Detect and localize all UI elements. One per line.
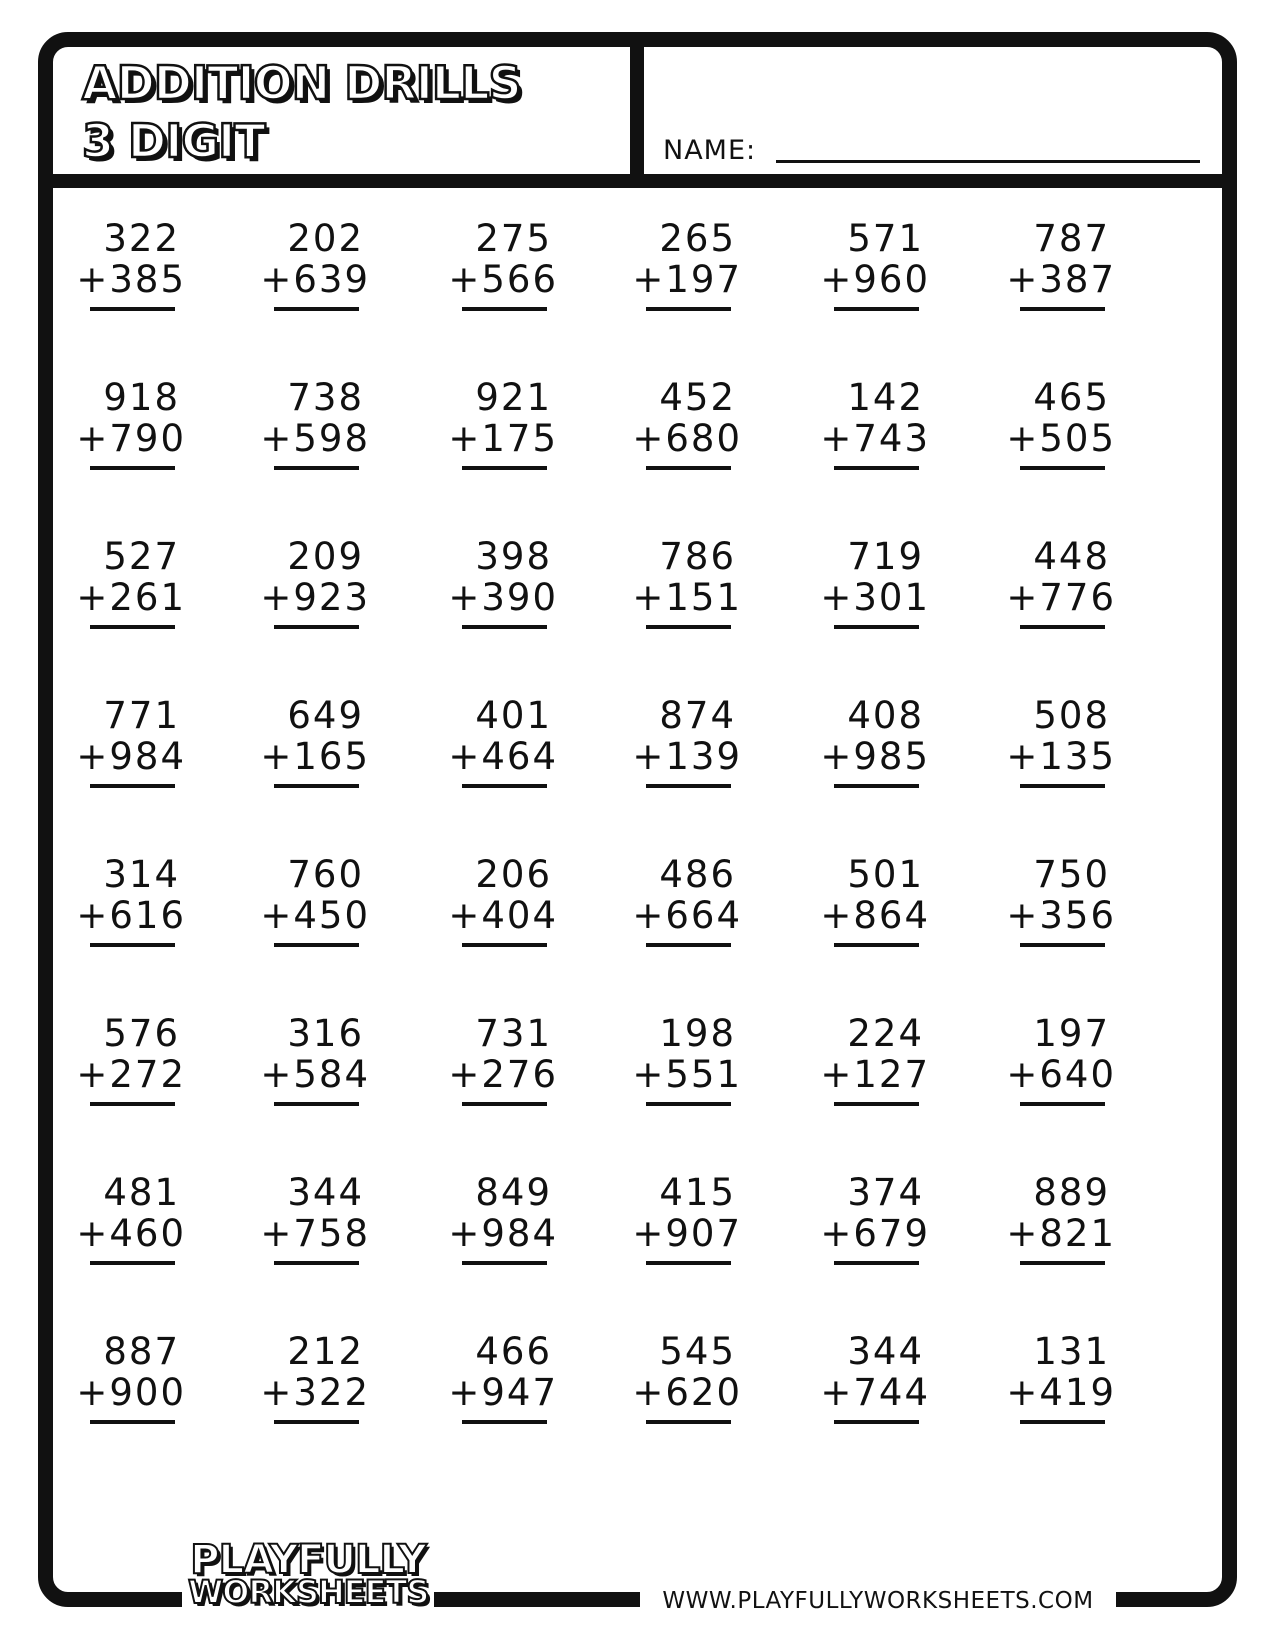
addend-top: 314 xyxy=(103,853,180,896)
addend-top: 209 xyxy=(287,535,364,578)
addend-top: 874 xyxy=(659,694,736,737)
addition-problem xyxy=(820,217,930,320)
addend-top: 322 xyxy=(103,217,180,260)
addend-bottom: +127 xyxy=(820,1053,930,1096)
addend-top: 398 xyxy=(475,535,552,578)
addition-problem xyxy=(1006,217,1116,320)
answer-line[interactable] xyxy=(90,625,175,629)
answer-line[interactable] xyxy=(274,307,359,311)
addition-problem xyxy=(632,694,742,797)
answer-line[interactable] xyxy=(646,307,731,311)
addition-problem xyxy=(260,1330,370,1433)
addend-bottom: +664 xyxy=(632,894,742,937)
addend-top: 921 xyxy=(475,376,552,419)
answer-line[interactable] xyxy=(274,1261,359,1265)
addend-bottom: +261 xyxy=(76,576,186,619)
addition-problem xyxy=(448,1330,558,1433)
answer-line[interactable] xyxy=(274,1420,359,1424)
addend-top: 206 xyxy=(475,853,552,896)
addend-bottom: +776 xyxy=(1006,576,1116,619)
addend-bottom: +984 xyxy=(448,1212,558,1255)
addend-bottom: +620 xyxy=(632,1371,742,1414)
addend-bottom: +821 xyxy=(1006,1212,1116,1255)
addition-problem xyxy=(260,217,370,320)
addition-problem xyxy=(448,694,558,797)
addend-top: 197 xyxy=(1033,1012,1110,1055)
addend-bottom: +387 xyxy=(1006,258,1116,301)
answer-line[interactable] xyxy=(646,1420,731,1424)
answer-line[interactable] xyxy=(1020,625,1105,629)
addend-bottom: +151 xyxy=(632,576,742,619)
addition-problem xyxy=(448,217,558,320)
addend-bottom: +356 xyxy=(1006,894,1116,937)
addend-top: 719 xyxy=(847,535,924,578)
addend-bottom: +679 xyxy=(820,1212,930,1255)
addend-top: 481 xyxy=(103,1171,180,1214)
addend-top: 738 xyxy=(287,376,364,419)
addition-problem xyxy=(260,535,370,638)
addend-top: 265 xyxy=(659,217,736,260)
addend-bottom: +639 xyxy=(260,258,370,301)
addend-bottom: +758 xyxy=(260,1212,370,1255)
logo-line1: PLAYFULLY xyxy=(190,1537,426,1583)
answer-line[interactable] xyxy=(834,943,919,947)
addend-top: 452 xyxy=(659,376,736,419)
addition-problem xyxy=(1006,853,1116,956)
answer-line[interactable] xyxy=(274,625,359,629)
addend-bottom: +864 xyxy=(820,894,930,937)
addition-problem xyxy=(260,853,370,956)
addend-bottom: +744 xyxy=(820,1371,930,1414)
addend-top: 465 xyxy=(1033,376,1110,419)
answer-line[interactable] xyxy=(462,943,547,947)
addition-problem xyxy=(632,1012,742,1115)
addend-top: 527 xyxy=(103,535,180,578)
addend-bottom: +139 xyxy=(632,735,742,778)
answer-line[interactable] xyxy=(1020,1102,1105,1106)
addend-top: 501 xyxy=(847,853,924,896)
addend-bottom: +301 xyxy=(820,576,930,619)
addend-top: 316 xyxy=(287,1012,364,1055)
addend-bottom: +385 xyxy=(76,258,186,301)
answer-line[interactable] xyxy=(1020,1261,1105,1265)
addend-top: 344 xyxy=(287,1171,364,1214)
addend-top: 131 xyxy=(1033,1330,1110,1373)
addend-bottom: +960 xyxy=(820,258,930,301)
answer-line[interactable] xyxy=(834,784,919,788)
addend-bottom: +322 xyxy=(260,1371,370,1414)
addition-problem xyxy=(820,1330,930,1433)
addend-bottom: +272 xyxy=(76,1053,186,1096)
addition-problem xyxy=(820,535,930,638)
addition-problem xyxy=(76,1012,186,1115)
addition-problem xyxy=(1006,1171,1116,1274)
addend-bottom: +175 xyxy=(448,417,558,460)
addend-bottom: +616 xyxy=(76,894,186,937)
addend-top: 787 xyxy=(1033,217,1110,260)
addend-top: 408 xyxy=(847,694,924,737)
answer-line[interactable] xyxy=(462,625,547,629)
addend-top: 545 xyxy=(659,1330,736,1373)
answer-line[interactable] xyxy=(462,1420,547,1424)
answer-line[interactable] xyxy=(834,1261,919,1265)
answer-line[interactable] xyxy=(646,784,731,788)
addend-bottom: +566 xyxy=(448,258,558,301)
addition-problem xyxy=(76,1330,186,1433)
addition-problem xyxy=(448,853,558,956)
addition-problem xyxy=(260,376,370,479)
answer-line[interactable] xyxy=(462,1102,547,1106)
addition-problem xyxy=(1006,694,1116,797)
addend-bottom: +743 xyxy=(820,417,930,460)
addition-problem xyxy=(448,376,558,479)
addend-bottom: +390 xyxy=(448,576,558,619)
addition-problem xyxy=(820,1012,930,1115)
addition-problem xyxy=(260,1012,370,1115)
addition-problem xyxy=(76,694,186,797)
addition-problem xyxy=(632,1330,742,1433)
addition-problem xyxy=(1006,1012,1116,1115)
answer-line[interactable] xyxy=(1020,943,1105,947)
worksheet-title-line1: ADDITION DRILLS xyxy=(82,56,521,110)
addition-problem xyxy=(632,853,742,956)
addend-top: 508 xyxy=(1033,694,1110,737)
addend-bottom: +135 xyxy=(1006,735,1116,778)
addend-top: 918 xyxy=(103,376,180,419)
answer-line[interactable] xyxy=(274,1102,359,1106)
answer-line[interactable] xyxy=(834,1420,919,1424)
header-vertical-divider xyxy=(630,32,644,182)
addition-problem xyxy=(1006,376,1116,479)
answer-line[interactable] xyxy=(90,784,175,788)
addition-problem xyxy=(76,217,186,320)
addend-top: 571 xyxy=(847,217,924,260)
addition-problem xyxy=(820,853,930,956)
worksheet-title-line2: 3 DIGIT xyxy=(82,114,265,168)
answer-line[interactable] xyxy=(646,943,731,947)
addend-bottom: +197 xyxy=(632,258,742,301)
addend-top: 486 xyxy=(659,853,736,896)
answer-line[interactable] xyxy=(646,1261,731,1265)
addend-top: 466 xyxy=(475,1330,552,1373)
answer-line[interactable] xyxy=(462,466,547,470)
answer-line[interactable] xyxy=(1020,307,1105,311)
addend-top: 771 xyxy=(103,694,180,737)
answer-line[interactable] xyxy=(462,784,547,788)
addend-top: 448 xyxy=(1033,535,1110,578)
addend-top: 202 xyxy=(287,217,364,260)
addition-problem xyxy=(632,1171,742,1274)
addition-problem xyxy=(76,535,186,638)
answer-line[interactable] xyxy=(834,625,919,629)
addend-bottom: +165 xyxy=(260,735,370,778)
addend-top: 889 xyxy=(1033,1171,1110,1214)
addend-top: 576 xyxy=(103,1012,180,1055)
addition-problem xyxy=(448,1171,558,1274)
addition-problem xyxy=(448,1012,558,1115)
addend-bottom: +464 xyxy=(448,735,558,778)
answer-line[interactable] xyxy=(834,466,919,470)
addend-bottom: +790 xyxy=(76,417,186,460)
addend-bottom: +419 xyxy=(1006,1371,1116,1414)
addend-top: 374 xyxy=(847,1171,924,1214)
addition-problem xyxy=(448,535,558,638)
name-label: NAME: xyxy=(663,135,757,166)
addition-problem xyxy=(1006,535,1116,638)
answer-line[interactable] xyxy=(462,1261,547,1265)
addend-bottom: +985 xyxy=(820,735,930,778)
addend-top: 849 xyxy=(475,1171,552,1214)
addend-top: 786 xyxy=(659,535,736,578)
addend-bottom: +505 xyxy=(1006,417,1116,460)
answer-line[interactable] xyxy=(1020,466,1105,470)
addition-problem xyxy=(260,1171,370,1274)
addend-top: 224 xyxy=(847,1012,924,1055)
answer-line[interactable] xyxy=(90,943,175,947)
answer-line[interactable] xyxy=(274,943,359,947)
addend-bottom: +598 xyxy=(260,417,370,460)
addition-problem xyxy=(1006,1330,1116,1433)
addend-bottom: +460 xyxy=(76,1212,186,1255)
addend-top: 887 xyxy=(103,1330,180,1373)
addition-problem xyxy=(76,853,186,956)
addend-bottom: +640 xyxy=(1006,1053,1116,1096)
addition-problem xyxy=(632,535,742,638)
addend-bottom: +276 xyxy=(448,1053,558,1096)
answer-line[interactable] xyxy=(834,1102,919,1106)
addend-top: 344 xyxy=(847,1330,924,1373)
answer-line[interactable] xyxy=(274,466,359,470)
answer-line[interactable] xyxy=(1020,1420,1105,1424)
addend-bottom: +907 xyxy=(632,1212,742,1255)
name-field-line[interactable] xyxy=(776,160,1200,163)
answer-line[interactable] xyxy=(646,1102,731,1106)
addition-problem xyxy=(76,1171,186,1274)
addition-problem xyxy=(820,1171,930,1274)
addend-bottom: +923 xyxy=(260,576,370,619)
logo-line2: WORKSHEETS xyxy=(188,1573,429,1611)
addend-top: 142 xyxy=(847,376,924,419)
addend-bottom: +947 xyxy=(448,1371,558,1414)
answer-line[interactable] xyxy=(90,1261,175,1265)
addend-bottom: +584 xyxy=(260,1053,370,1096)
answer-line[interactable] xyxy=(834,307,919,311)
addend-bottom: +984 xyxy=(76,735,186,778)
answer-line[interactable] xyxy=(462,307,547,311)
answer-line[interactable] xyxy=(646,466,731,470)
addend-top: 401 xyxy=(475,694,552,737)
addend-top: 649 xyxy=(287,694,364,737)
addend-top: 198 xyxy=(659,1012,736,1055)
addition-problem xyxy=(260,694,370,797)
answer-line[interactable] xyxy=(274,784,359,788)
addend-bottom: +404 xyxy=(448,894,558,937)
addend-bottom: +551 xyxy=(632,1053,742,1096)
answer-line[interactable] xyxy=(90,1420,175,1424)
answer-line[interactable] xyxy=(90,307,175,311)
addend-bottom: +900 xyxy=(76,1371,186,1414)
addend-top: 415 xyxy=(659,1171,736,1214)
addition-problem xyxy=(632,376,742,479)
addend-bottom: +680 xyxy=(632,417,742,460)
answer-line[interactable] xyxy=(1020,784,1105,788)
addend-top: 731 xyxy=(475,1012,552,1055)
website-url[interactable]: WWW.PLAYFULLYWORKSHEETS.COM xyxy=(662,1588,1094,1614)
addend-bottom: +450 xyxy=(260,894,370,937)
addend-top: 275 xyxy=(475,217,552,260)
addition-problem xyxy=(820,694,930,797)
addition-problem xyxy=(632,217,742,320)
addend-top: 760 xyxy=(287,853,364,896)
addition-problem xyxy=(76,376,186,479)
addend-top: 750 xyxy=(1033,853,1110,896)
addition-problem xyxy=(820,376,930,479)
answer-line[interactable] xyxy=(90,466,175,470)
answer-line[interactable] xyxy=(90,1102,175,1106)
brand-logo xyxy=(188,1537,429,1611)
answer-line[interactable] xyxy=(646,625,731,629)
addend-top: 212 xyxy=(287,1330,364,1373)
